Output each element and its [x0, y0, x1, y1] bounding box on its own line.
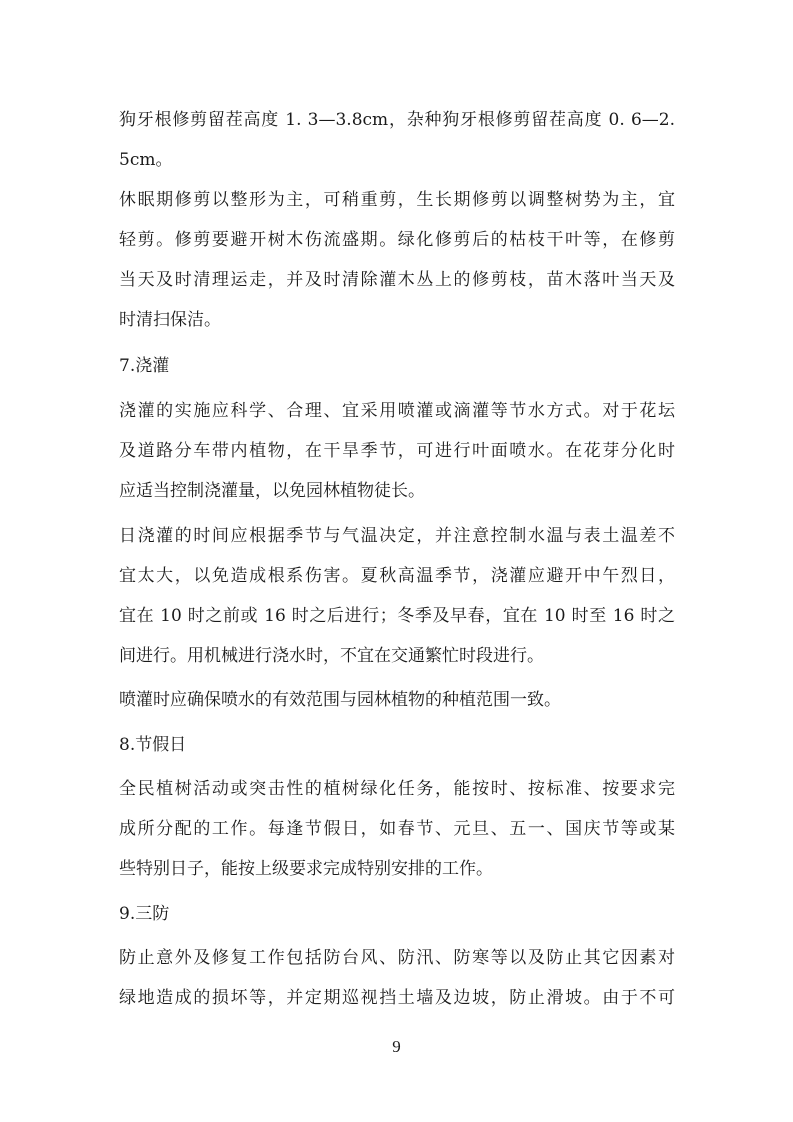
text-line: 5cm。 [119, 150, 173, 170]
text-line: 狗牙根修剪留茬高度 1. 3—3.8cm，杂种狗牙根修剪留茬高度 0. 6—2. [119, 110, 675, 130]
text-line: 宜太大，以免造成根系伤害。夏秋高温季节，浇灌应避开中午烈日， [119, 566, 675, 586]
section-heading: 8.节假日 [119, 735, 187, 755]
text-line: 间进行。用机械进行浇水时，不宜在交通繁忙时段进行。 [119, 646, 544, 666]
section-heading: 9.三防 [119, 904, 170, 924]
text-line: 宜在 10 时之前或 16 时之后进行；冬季及早春，宜在 10 时至 16 时之 [119, 606, 675, 626]
text-line: 应适当控制浇灌量，以免园林植物徒长。 [119, 481, 425, 501]
text-line: 日浇灌的时间应根据季节与气温决定，并注意控制水温与表土温差不 [119, 526, 675, 546]
text-line: 及道路分车带内植物，在干旱季节，可进行叶面喷水。在花芽分化时 [119, 441, 675, 461]
text-line: 浇灌的实施应科学、合理、宜采用喷灌或滴灌等节水方式。对于花坛 [119, 401, 675, 421]
text-line: 当天及时清理运走，并及时清除灌木丛上的修剪枝，苗木落叶当天及 [119, 270, 675, 290]
text-line: 时清扫保洁。 [119, 310, 221, 330]
text-line: 喷灌时应确保喷水的有效范围与园林植物的种植范围一致。 [119, 690, 561, 710]
text-line: 防止意外及修复工作包括防台风、防汛、防寒等以及防止其它因素对 [119, 948, 675, 968]
page-number: 9 [392, 1037, 401, 1056]
text-line: 绿地造成的损坏等，并定期巡视挡土墙及边坡，防止滑坡。由于不可 [119, 988, 675, 1008]
text-line: 轻剪。修剪要避开树木伤流盛期。绿化修剪后的枯枝干叶等，在修剪 [119, 230, 675, 250]
text-line: 全民植树活动或突击性的植树绿化任务，能按时、按标准、按要求完 [119, 779, 675, 799]
text-line: 成所分配的工作。每逢节假日，如春节、元旦、五一、国庆节等或某 [119, 819, 675, 839]
text-line: 休眠期修剪以整形为主，可稍重剪，生长期修剪以调整树势为主，宜 [119, 190, 675, 210]
text-line: 些特别日子，能按上级要求完成特别安排的工作。 [119, 859, 493, 879]
section-heading: 7.浇灌 [119, 356, 170, 376]
